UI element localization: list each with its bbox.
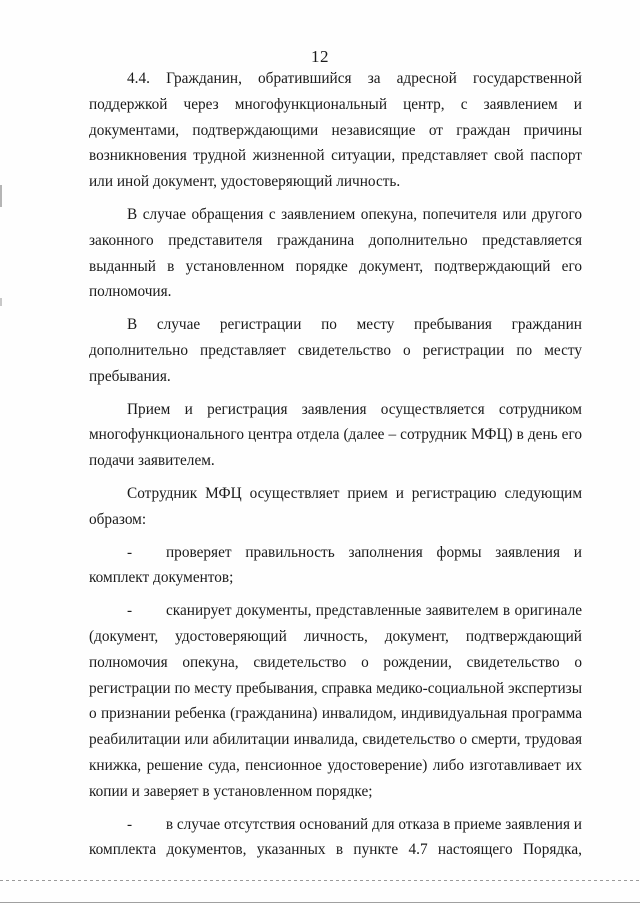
text-line: (документ, удостоверяющий личность, документ, подтверждающий bbox=[89, 627, 582, 645]
paragraph-registration bbox=[89, 312, 582, 389]
paragraph-4-4 bbox=[89, 66, 582, 195]
text-line: Сотрудник МФЦ осуществляет прием и регистрацию следующим bbox=[127, 484, 582, 502]
text-line: В случае обращения с заявлением опекуна, попечителя или другого bbox=[127, 205, 582, 223]
text-line: выданный в установленном порядке документ, подтверждающий его bbox=[89, 257, 582, 275]
document-body bbox=[89, 66, 582, 870]
text-line: многофункционального центра отдела (далее – сотрудник МФЦ) в день его bbox=[89, 426, 582, 444]
text-line: - проверяет правильность заполнения формы заявления и bbox=[89, 540, 582, 566]
text-line: реабилитации или абилитации инвалида, свидетельство о смерти, трудовая bbox=[89, 731, 582, 749]
text-line: поддержкой через многофункциональный центр, с заявлением и bbox=[89, 95, 582, 113]
list-item bbox=[89, 812, 582, 864]
text-line: копии и заверяет в установленном порядке; bbox=[89, 782, 373, 800]
scan-bottom-edge bbox=[0, 880, 640, 881]
list-item bbox=[89, 598, 582, 804]
text-line: комплект документов; bbox=[89, 569, 234, 587]
text-line: документами, подтверждающими независящие от граждан причины bbox=[89, 121, 582, 139]
text-line: Прием и регистрация заявления осуществляется сотрудником bbox=[127, 400, 582, 418]
text-line: комплекта документов, указанных в пункте 4.7 настоящего Порядка, bbox=[89, 841, 582, 859]
text-line: дополнительно представляет свидетельство о регистрации по месту bbox=[89, 341, 582, 359]
paragraph-reception bbox=[89, 397, 582, 474]
list-dash: - bbox=[127, 543, 133, 561]
scan-bottom-edge bbox=[0, 902, 640, 903]
text-line: полномочия опекуна, свидетельство о рождении, свидетельство о bbox=[89, 653, 582, 671]
text-line: 4.4. Гражданин, обратившийся за адресной государственной bbox=[127, 70, 582, 87]
text-line: возникновения трудной жизненной ситуации, представляет свой паспорт bbox=[89, 147, 582, 165]
text-line: о признании ребенка (гражданина) инвалидом, индивидуальная программа bbox=[89, 705, 582, 723]
text-line: пребывания. bbox=[89, 367, 171, 385]
list-dash: - bbox=[127, 602, 133, 620]
text-line: книжка, решение суда, пенсионное удостоверение) либо изготавливает их bbox=[89, 756, 582, 774]
scan-margin-mark bbox=[0, 185, 2, 207]
page-number: 12 bbox=[311, 47, 329, 66]
paragraph-mfc-procedure bbox=[89, 481, 582, 533]
text-line: образом: bbox=[89, 510, 147, 528]
text-line: законного представителя гражданина дополнительно представляется bbox=[89, 231, 582, 249]
text-line: - сканирует документы, представленные заявителем в оригинале bbox=[89, 598, 582, 624]
text-line: полномочия. bbox=[89, 283, 172, 301]
paragraph-guardian bbox=[89, 202, 582, 305]
text-line: В случае регистрации по месту пребывания гражданин bbox=[127, 316, 582, 334]
list-dash: - bbox=[127, 815, 133, 833]
text-line: регистрации по месту пребывания, справка медико-социальной экспертизы bbox=[89, 679, 582, 697]
text-line: - в случае отсутствия оснований для отказа в приеме заявления и bbox=[89, 812, 582, 838]
text-line: подачи заявителем. bbox=[89, 452, 215, 470]
text-line: или иной документ, удостоверяющий личность. bbox=[89, 173, 401, 191]
scan-margin-mark bbox=[0, 298, 2, 306]
list-item bbox=[89, 540, 582, 592]
